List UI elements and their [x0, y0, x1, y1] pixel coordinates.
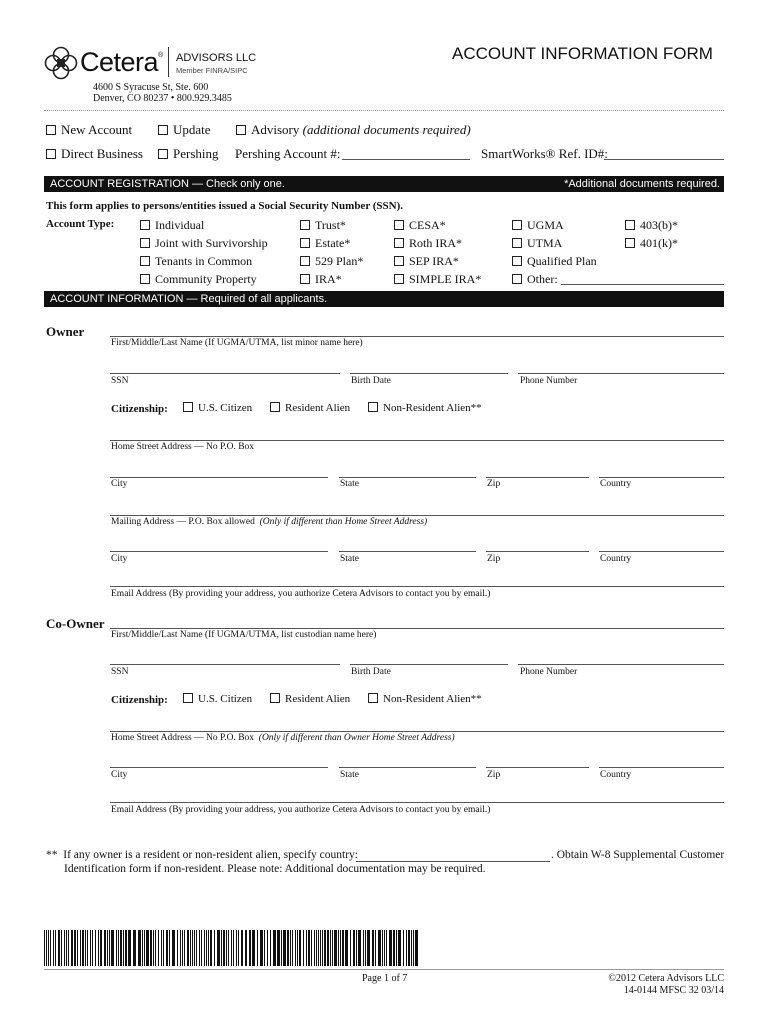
- joint-checkbox[interactable]: [140, 238, 150, 248]
- community-checkbox[interactable]: [140, 274, 150, 284]
- advisory-checkbox[interactable]: [236, 125, 246, 135]
- ssn-note: This form applies to persons/entities issued a Social Security Number (SSN).: [46, 200, 404, 212]
- pershing-account-field[interactable]: [342, 159, 470, 160]
- owner-mailing-note: (Only if different than Home Street Address): [259, 517, 428, 527]
- acct-community[interactable]: Community Property: [140, 272, 257, 287]
- form-code: 14-0144 MFSC 32 03/14: [623, 985, 724, 996]
- acct-tenants[interactable]: Tenants in Common: [140, 254, 252, 269]
- registration-bar-note: *Additional documents required.: [564, 178, 720, 190]
- information-bar-title: ACCOUNT INFORMATION: [50, 293, 184, 305]
- owner-city-field[interactable]: [110, 477, 328, 478]
- update-option[interactable]: Update: [158, 122, 211, 138]
- tenants-checkbox[interactable]: [140, 256, 150, 266]
- owner-us-citizen-checkbox[interactable]: [183, 402, 193, 412]
- coowner-name-label: First/Middle/Last Name (If UGMA/UTMA, list custodian name here): [111, 630, 377, 640]
- pershing-account-label: Pershing Account #:: [235, 146, 341, 161]
- page-number: Page 1 of 7: [362, 973, 408, 984]
- footnote-stars: **: [46, 849, 58, 861]
- coowner-heading: Co-Owner: [46, 616, 105, 631]
- owner-birthdate-label: Birth Date: [351, 376, 391, 386]
- footnote-text1: If any owner is a resident or non-resident alien, specify country:: [63, 849, 358, 861]
- acct-ira[interactable]: IRA*: [300, 272, 342, 287]
- registration-bar-title: ACCOUNT REGISTRATION: [50, 178, 189, 190]
- company-address-line1: 4600 S Syracuse St, Ste. 600: [93, 82, 209, 93]
- owner-ssn-field[interactable]: [110, 373, 340, 374]
- coowner-state-field[interactable]: [339, 767, 476, 768]
- acct-roth[interactable]: Roth IRA*: [394, 236, 462, 251]
- registration-bar: [44, 176, 724, 192]
- coowner-name-field[interactable]: [110, 628, 724, 629]
- owner-email-field[interactable]: [110, 586, 724, 587]
- registration-bar-sub: — Check only one.: [188, 178, 285, 190]
- coowner-birthdate-field[interactable]: [350, 664, 508, 665]
- information-bar-sub: — Required of all applicants.: [183, 293, 328, 305]
- coowner-phone-field[interactable]: [518, 664, 724, 665]
- roth-checkbox[interactable]: [394, 238, 404, 248]
- owner-mailing-zip-label: Zip: [487, 554, 501, 564]
- logo-divider: [168, 47, 169, 77]
- coowner-home-address-label: Home Street Address — No P.O. Box (Only if different than Owner Home Street Address): [111, 733, 455, 743]
- other-checkbox[interactable]: [512, 274, 522, 284]
- acct-sep[interactable]: SEP IRA*: [394, 254, 459, 269]
- owner-citizenship-label: Citizenship:: [111, 403, 168, 415]
- simple-checkbox[interactable]: [394, 274, 404, 284]
- acct-cesa[interactable]: CESA*: [394, 218, 446, 233]
- other-field[interactable]: [561, 284, 724, 285]
- coowner-citizenship-label: Citizenship:: [111, 694, 168, 706]
- owner-heading: Owner: [46, 324, 85, 339]
- advisory-option[interactable]: Advisory (additional documents required): [236, 122, 471, 138]
- acct-individual[interactable]: Individual: [140, 218, 204, 233]
- owner-phone-field[interactable]: [518, 373, 724, 374]
- coowner-birthdate-label: Birth Date: [351, 667, 391, 677]
- coowner-home-note: (Only if different than Owner Home Street Address): [258, 733, 455, 743]
- owner-name-label: First/Middle/Last Name (If UGMA/UTMA, list minor name here): [111, 338, 363, 348]
- coowner-phone-label: Phone Number: [520, 667, 578, 677]
- acct-403b[interactable]: 403(b)*: [625, 218, 678, 233]
- account-type-label: Account Type:: [46, 218, 115, 230]
- coowner-resident-alien-checkbox[interactable]: [270, 693, 280, 703]
- direct-business-option[interactable]: Direct Business: [46, 146, 143, 162]
- copyright: ©2012 Cetera Advisors LLC: [608, 973, 724, 984]
- utma-checkbox[interactable]: [512, 238, 522, 248]
- owner-mailing-country-field[interactable]: [599, 551, 724, 552]
- form-title: ACCOUNT INFORMATION FORM: [452, 44, 713, 63]
- owner-us-citizen-option[interactable]: U.S. Citizen: [183, 402, 252, 414]
- estate-checkbox[interactable]: [300, 238, 310, 248]
- new-account-option[interactable]: New Account: [46, 122, 132, 138]
- owner-zip-field[interactable]: [486, 477, 589, 478]
- coowner-country-field[interactable]: [599, 767, 724, 768]
- footnote-line2: Identification form if non-resident. Please note: Additional documentation may be required.: [64, 863, 486, 875]
- smartworks-field[interactable]: [604, 159, 724, 160]
- coowner-resident-alien-option[interactable]: Resident Alien: [270, 693, 350, 705]
- ugma-checkbox[interactable]: [512, 220, 522, 230]
- coowner-city-field[interactable]: [110, 767, 328, 768]
- acct-other[interactable]: Other:: [512, 272, 558, 287]
- advisory-note: (additional documents required): [302, 122, 471, 137]
- direct-business-checkbox[interactable]: [46, 149, 56, 159]
- company-address-line2: Denver, CO 80237 • 800.929.3485: [93, 93, 232, 104]
- coowner-zip-label: Zip: [487, 770, 501, 780]
- owner-non-resident-alien-checkbox[interactable]: [368, 402, 378, 412]
- barcode-icon: [44, 930, 422, 966]
- brand-name: Cetera: [80, 47, 159, 77]
- acct-joint[interactable]: Joint with Survivorship: [140, 236, 268, 251]
- trust-checkbox[interactable]: [300, 220, 310, 230]
- acct-utma[interactable]: UTMA: [512, 236, 562, 251]
- owner-state-field[interactable]: [339, 477, 476, 478]
- 529-checkbox[interactable]: [300, 256, 310, 266]
- acct-ugma[interactable]: UGMA: [512, 218, 564, 233]
- new-account-checkbox[interactable]: [46, 125, 56, 135]
- owner-mailing-state-label: State: [340, 554, 359, 564]
- ira-checkbox[interactable]: [300, 274, 310, 284]
- owner-mailing-country-label: Country: [600, 554, 632, 564]
- owner-mailing-city-field[interactable]: [110, 551, 328, 552]
- coowner-country-label: Country: [600, 770, 632, 780]
- advisors-llc: ADVISORS LLC: [176, 52, 257, 64]
- coowner-email-label: Email Address (By providing your address, you authorize Cetera Advisors to contact you by email.): [111, 805, 491, 815]
- coowner-ssn-label: SSN: [111, 667, 129, 677]
- pershing-option[interactable]: Pershing: [158, 146, 219, 162]
- owner-non-resident-alien-option[interactable]: Non-Resident Alien**: [368, 402, 482, 414]
- owner-home-address-field[interactable]: [110, 440, 724, 441]
- registered-mark: ®: [158, 52, 164, 59]
- owner-mailing-zip-field[interactable]: [486, 551, 589, 552]
- 401k-checkbox[interactable]: [625, 238, 635, 248]
- owner-mailing-state-field[interactable]: [339, 551, 476, 552]
- footnote-line1: [46, 849, 358, 861]
- sep-checkbox[interactable]: [394, 256, 404, 266]
- coowner-state-label: State: [340, 770, 359, 780]
- information-bar: [44, 291, 724, 307]
- acct-estate[interactable]: Estate*: [300, 236, 350, 251]
- member-finra: Member FINRA/SIPC: [176, 66, 248, 75]
- owner-state-label: State: [340, 479, 359, 489]
- acct-529[interactable]: 529 Plan*: [300, 254, 363, 269]
- owner-name-field[interactable]: [110, 336, 724, 337]
- owner-resident-alien-option[interactable]: Resident Alien: [270, 402, 350, 414]
- individual-checkbox[interactable]: [140, 220, 150, 230]
- coowner-home-address-field[interactable]: [110, 731, 724, 732]
- acct-trust[interactable]: Trust*: [300, 218, 346, 233]
- owner-birthdate-field[interactable]: [350, 373, 508, 374]
- coowner-email-field[interactable]: [110, 802, 724, 803]
- owner-email-label: Email Address (By providing your address, you authorize Cetera Advisors to contact you by email.): [111, 589, 491, 599]
- owner-mailing-address-field[interactable]: [110, 515, 724, 516]
- cetera-logo: [44, 44, 172, 84]
- qualified-checkbox[interactable]: [512, 256, 522, 266]
- cesa-checkbox[interactable]: [394, 220, 404, 230]
- owner-phone-label: Phone Number: [520, 376, 578, 386]
- owner-city-label: City: [111, 479, 128, 489]
- coowner-city-label: City: [111, 770, 128, 780]
- coowner-non-resident-alien-checkbox[interactable]: [368, 693, 378, 703]
- header-divider: [44, 110, 724, 111]
- footnote-country-field[interactable]: [356, 861, 550, 862]
- owner-country-field[interactable]: [599, 477, 724, 478]
- acct-qualified[interactable]: Qualified Plan: [512, 254, 597, 269]
- footer-divider: [44, 969, 724, 970]
- update-checkbox[interactable]: [158, 125, 168, 135]
- cetera-logo-mark-icon: [44, 46, 78, 80]
- coowner-us-citizen-checkbox[interactable]: [183, 693, 193, 703]
- owner-mailing-address-label: Mailing Address — P.O. Box allowed (Only if different than Home Street Address): [111, 517, 428, 527]
- owner-ssn-label: SSN: [111, 376, 129, 386]
- coowner-ssn-field[interactable]: [110, 664, 340, 665]
- 403b-checkbox[interactable]: [625, 220, 635, 230]
- acct-simple[interactable]: SIMPLE IRA*: [394, 272, 481, 287]
- owner-resident-alien-checkbox[interactable]: [270, 402, 280, 412]
- owner-mailing-city-label: City: [111, 554, 128, 564]
- pershing-checkbox[interactable]: [158, 149, 168, 159]
- acct-401k[interactable]: 401(k)*: [625, 236, 678, 251]
- owner-country-label: Country: [600, 479, 632, 489]
- coowner-zip-field[interactable]: [486, 767, 589, 768]
- coowner-non-resident-alien-option[interactable]: Non-Resident Alien**: [368, 693, 482, 705]
- owner-home-address-label: Home Street Address — No P.O. Box: [111, 442, 255, 452]
- coowner-us-citizen-option[interactable]: U.S. Citizen: [183, 693, 252, 705]
- smartworks-label: SmartWorks® Ref. ID#:: [481, 146, 608, 161]
- footnote-text1b: . Obtain W-8 Supplemental Customer: [551, 849, 725, 861]
- owner-zip-label: Zip: [487, 479, 501, 489]
